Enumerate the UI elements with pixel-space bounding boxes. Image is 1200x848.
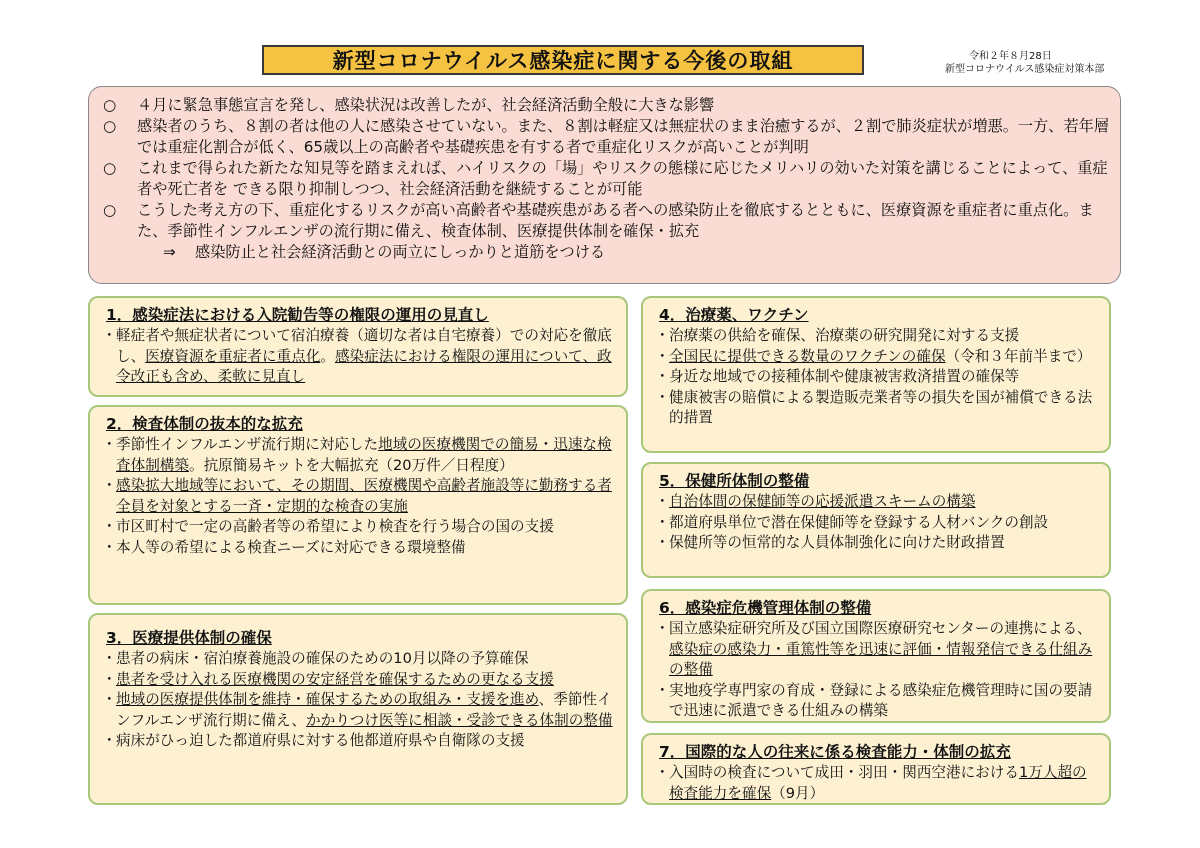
- list-item: [102, 476, 616, 517]
- bullet: ・: [655, 327, 670, 344]
- bullet: ・: [655, 347, 670, 365]
- list-item: [102, 690, 616, 731]
- section-4-card: [641, 296, 1111, 453]
- item-text-emphasis: 地域の医療機関での簡易・迅速な検査体制構築: [116, 436, 612, 474]
- bullet: ・: [102, 650, 117, 667]
- date: 令和２年８月28日: [969, 51, 1052, 62]
- summary-item: [103, 158, 1110, 200]
- conclusion-text: 感染防止と社会経済活動との両立にしっかりと道筋をつける: [195, 243, 606, 261]
- summary-item: [103, 200, 1110, 242]
- list-item: [655, 347, 1099, 368]
- item-text-emphasis: 感染拡大地域等において、その期間、医療機関や高齢者施設等に勤務する者全員を対象とする一斉・定期的な検査の実施: [116, 477, 612, 515]
- list-item: [102, 326, 616, 388]
- section-heading: 6．感染症危機管理体制の整備: [659, 599, 872, 617]
- list-item: [655, 619, 1099, 681]
- section-heading: 5．保健所体制の整備: [659, 472, 810, 490]
- list-item: [102, 435, 616, 476]
- circle-bullet: ○: [103, 201, 117, 219]
- circle-bullet: ○: [103, 159, 117, 177]
- section-heading: 4．治療薬、ワクチン: [659, 306, 809, 324]
- item-text-emphasis: 全国民に提供できる数量のワクチンの確保: [669, 347, 946, 365]
- bullet: ・: [102, 518, 117, 535]
- item-text-emphasis: 1万人超の検査能力を確保: [669, 764, 1087, 802]
- section-heading: 1．感染症法における入院勧告等の権限の運用の見直し: [106, 306, 489, 324]
- list-item: [655, 763, 1099, 804]
- section-heading: 3．医療提供体制の確保: [106, 629, 272, 647]
- list-item: [655, 492, 1099, 513]
- item-text-emphasis: 医療資源を重症者に重点化: [145, 347, 321, 365]
- item-text: 、季節性インフルエンザ流行期に備え、: [116, 691, 612, 729]
- item-text: 治療薬の供給を確保、治療薬の研究開発に対する支援: [669, 327, 1020, 344]
- item-text: 健康被害の賠償による製造販売業者等の損失を国が補償できる法的措置: [669, 388, 1093, 426]
- summary-conclusion: [103, 242, 1110, 263]
- bullet: ・: [655, 368, 670, 385]
- list-item: [102, 731, 616, 752]
- bullet: ・: [655, 513, 670, 531]
- bullet: ・: [655, 534, 670, 551]
- item-text: 都道府県単位で潜在保健師等を登録する人材バンクの創設: [669, 513, 1049, 531]
- item-text-emphasis: 自治体間の保健師等の応援派遣スキームの構築: [669, 493, 976, 510]
- summary-text: ４月に緊急事態宣言を発し、感染状況は改善したが、社会経済活動全般に大きな影響: [137, 96, 715, 114]
- summary-item: [103, 95, 1110, 116]
- item-text: 季節性インフルエンザ流行期に対応した: [116, 436, 379, 453]
- bullet: ・: [655, 493, 670, 510]
- list-item: [655, 533, 1099, 554]
- bullet: ・: [655, 620, 670, 637]
- bullet: ・: [102, 477, 117, 494]
- item-text: 実地疫学専門家の育成・登録による感染症危機管理時に国の要請で迅速に派遣できる仕組みの構築: [669, 681, 1093, 719]
- summary-text: 感染者のうち、８割の者は他の人に感染させていない。また、８割は軽症又は無症状のまま治癒するが、２割で肺炎症状が増悪。一方、若年層では重症化割合が低く、65歳以上の高齢者や基礎疾患を有する者で重症化リスクが高いことが判明: [137, 117, 1109, 156]
- list-item: [655, 388, 1099, 429]
- item-text: 市区町村で一定の高齢者等の希望により検査を行う場合の国の支援: [116, 518, 554, 535]
- list-item: [655, 367, 1099, 388]
- arrow-icon: ⇒: [163, 243, 176, 261]
- item-text-emphasis: 地域の医療提供体制を維持・確保するための取組み・支援を進め: [116, 691, 539, 708]
- list-item: [102, 670, 616, 691]
- circle-bullet: ○: [103, 96, 117, 114]
- issuer: 新型コロナウイルス感染症対策本部: [945, 64, 1105, 75]
- bullet: ・: [655, 681, 670, 699]
- item-text: （令和３年前半まで）: [945, 347, 1092, 365]
- item-text: （9月）: [771, 784, 825, 802]
- section-2-card: [88, 405, 628, 605]
- item-text: 病床がひっ迫した都道府県に対する他都道府県や自衛隊の支援: [116, 732, 525, 749]
- item-text: 入国時の検査について成田・羽田・関西空港における: [669, 764, 1019, 781]
- item-text: 。: [320, 347, 335, 365]
- item-text: 保健所等の恒常的な人員体制強化に向けた財政措置: [669, 534, 1005, 551]
- item-text-emphasis: かかりつけ医等に相談・受診できる体制の整備: [306, 711, 613, 729]
- list-item: [102, 517, 616, 538]
- summary-text: こうした考え方の下、重症化するリスクが高い高齢者や基礎疾患がある者への感染防止を徹底するとともに、医療資源を重症者に重点化。また、季節性インフルエンザの流行期に備え、検査体制、医療提供体制を確保・拡充: [137, 201, 1094, 240]
- bullet: ・: [102, 670, 117, 688]
- item-text: 軽症者や無症状者について宿泊療養（適切な者は自宅療養）での対応を徹底し、: [116, 327, 612, 365]
- item-text: 。抗原簡易キットを大幅拡充（20万件／日程度）: [188, 456, 514, 474]
- summary-text: これまで得られた新たな知見等を踏まえれば、ハイリスクの「場」やリスクの態様に応じたメリハリの効いた対策を講じることによって、重症者や死亡者を できる限り抑制しつつ、社会経済活動を継続することが可能: [137, 159, 1108, 198]
- section-6-card: [641, 589, 1111, 723]
- list-item: [655, 326, 1099, 347]
- section-heading: 7．国際的な人の往来に係る検査能力・体制の拡充: [659, 743, 1011, 761]
- list-item: [655, 513, 1099, 534]
- list-item: [102, 538, 616, 559]
- section-5-card: [641, 462, 1111, 578]
- item-text-emphasis: 患者を受け入れる医療機関の安定経営を確保するための更なる支援: [116, 670, 554, 688]
- list-item: [655, 681, 1099, 722]
- date-block: [945, 50, 1120, 76]
- bullet: ・: [102, 732, 117, 749]
- bullet: ・: [102, 436, 117, 453]
- bullet: ・: [655, 388, 670, 406]
- circle-bullet: ○: [103, 117, 117, 135]
- item-text: 国立感染症研究所及び国立国際医療研究センターの連携による、: [669, 620, 1092, 637]
- bullet: ・: [655, 764, 670, 781]
- item-text: 本人等の希望による検査ニーズに対応できる環境整備: [116, 538, 466, 556]
- item-text: 身近な地域での接種体制や健康被害救済措置の確保等: [669, 368, 1020, 385]
- bullet: ・: [102, 538, 117, 556]
- item-text-emphasis: 感染症法における権限の運用について、政令改正も含め、柔軟に見直し: [116, 347, 612, 385]
- bullet: ・: [102, 327, 117, 344]
- page-title: 新型コロナウイルス感染症に関する今後の取組: [262, 45, 864, 75]
- section-7-card: [641, 733, 1111, 805]
- section-3-card: [88, 613, 628, 805]
- section-heading: 2．検査体制の抜本的な拡充: [106, 415, 303, 433]
- summary-item: [103, 116, 1110, 158]
- bullet: ・: [102, 691, 117, 708]
- list-item: [102, 649, 616, 670]
- summary-box: [88, 86, 1121, 284]
- item-text-emphasis: 感染症の感染力・重篤性等を迅速に評価・情報発信できる仕組みの整備: [669, 640, 1093, 678]
- item-text: 患者の病床・宿泊療養施設の確保のための10月以降の予算確保: [116, 650, 529, 667]
- section-1-card: [88, 296, 628, 397]
